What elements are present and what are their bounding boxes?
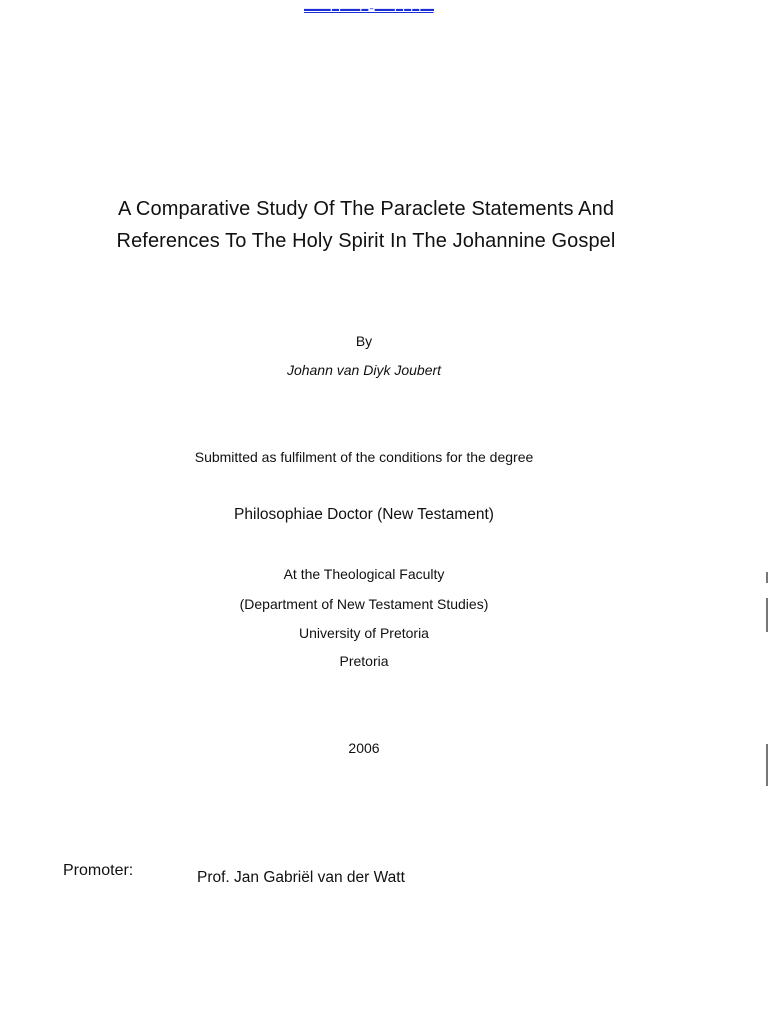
promoter-label: Promoter: [63, 862, 134, 879]
department-line: (Department of New Testament Studies) [239, 596, 489, 612]
author-name: Johann van Diyk Joubert [286, 362, 442, 378]
submission-statement: Submitted as fulfilment of the conditions for the degree [194, 449, 534, 465]
year: 2006 [348, 740, 380, 756]
faculty-line: At the Theological Faculty [283, 566, 445, 582]
city-line: Pretoria [339, 653, 389, 669]
header-link[interactable]: ▬▬▬▬ ▬ ▬▬▬ ▬ – ▬▬▬ ▬ ▬ ▬ ▬▬ [304, 6, 434, 13]
document-title: A Comparative Study Of The Paraclete Statements And References To The Holy Spirit In The Johannine Gospel [116, 198, 616, 252]
degree-name: Philosophiae Doctor (New Testament) [234, 506, 494, 523]
university-line: University of Pretoria [299, 625, 429, 641]
promoter-name: Prof. Jan Gabriël van der Watt [197, 869, 405, 886]
byline: By [355, 333, 373, 349]
